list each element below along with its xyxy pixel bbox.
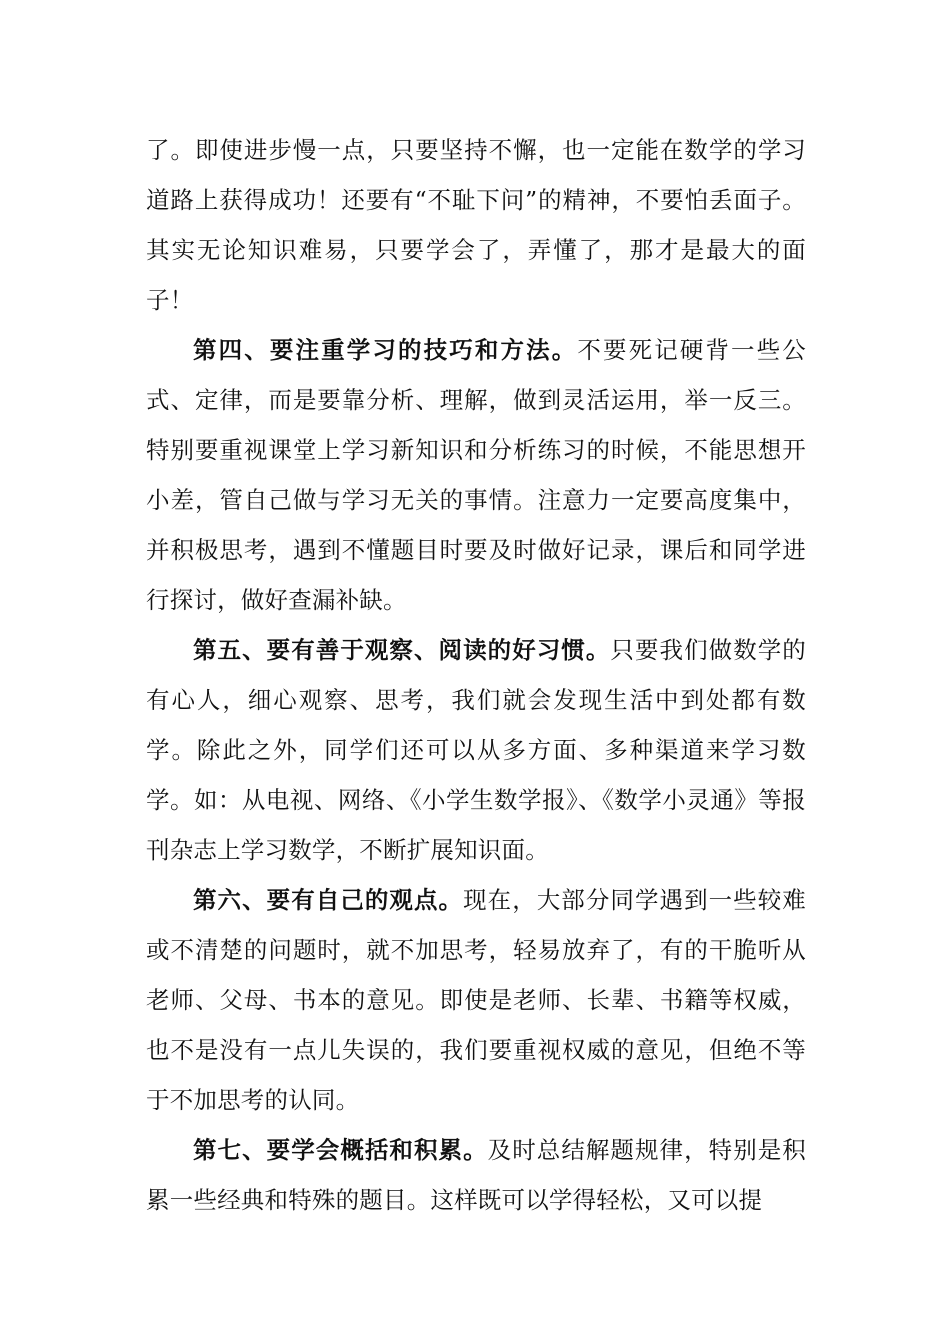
paragraph-text: 了。即使进步慢一点，只要坚持不懈，也一定能在数学的学习道路上获得成功！还要有“不耻下问”的精神，不要怕丢面子。其实无论知识难易，只要学会了，弄懂了，那才是最大的面子！ [146,136,806,314]
paragraph-text: 现在，大部分同学遇到一些较难或不清楚的问题时，就不加思考，轻易放弃了，有的干脆听从老师、父母、书本的意见。即使是老师、长辈、书籍等权威，也不是没有一点儿失误的，我们要重视权威的意见，但绝不等于不加思考的认同。 [146,886,806,1114]
paragraph-heading: 第五、要有善于观察、阅读的好习惯。 [193,636,611,664]
paragraph-text: 不要死记硬背一些公式、定律，而是要靠分析、理解，做到灵活运用，举一反三。特别要重视课堂上学习新知识和分析练习的时候，不能思想开小差，管自己做与学习无关的事情。注意力一定要高度集中，并积极思考，遇到不懂题目时要及时做好记录，课后和同学进行探讨，做好查漏补缺。 [146,336,806,614]
paragraph-point-four [146,325,806,625]
paragraph-point-six [146,875,806,1125]
paragraph-heading: 第六、要有自己的观点。 [193,886,464,914]
document-body [146,125,806,1225]
paragraph-text: 及时总结解题规律，特别是积累一些经典和特殊的题目。这样既可以学得轻松，又可以提 [146,1136,806,1214]
paragraph-heading: 第四、要注重学习的技巧和方法。 [193,336,578,364]
paragraph-heading: 第七、要学会概括和积累。 [193,1136,488,1164]
paragraph-text: 只要我们做数学的有心人，细心观察、思考，我们就会发现生活中到处都有数学。除此之外，同学们还可以从多方面、多种渠道来学习数学。如：从电视、网络、《小学生数学报》、《数学小灵通》等报刊杂志上学习数学，不断扩展知识面。 [146,636,806,864]
paragraph-point-seven [146,1125,806,1225]
paragraph-point-five [146,625,806,875]
paragraph-continuation [146,125,806,325]
